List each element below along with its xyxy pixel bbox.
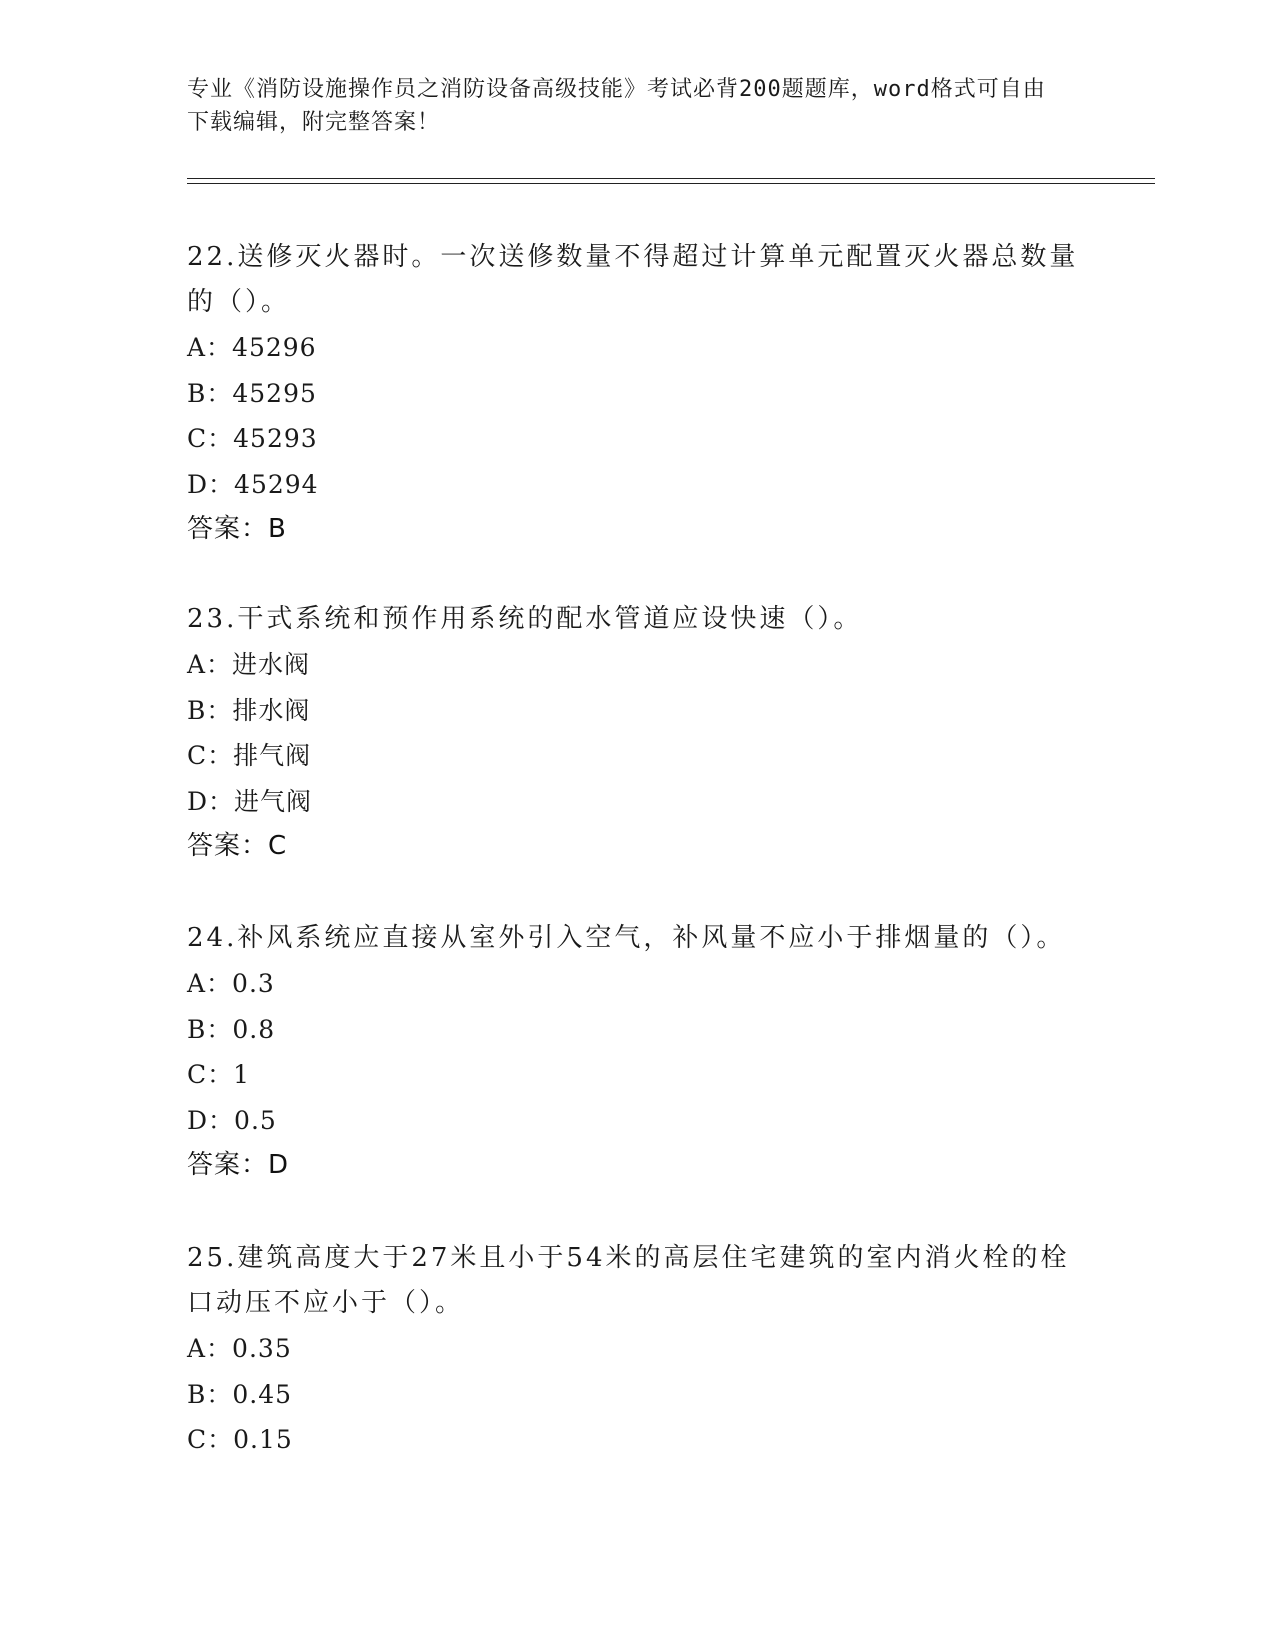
question-stem: 24.补风系统应直接从室外引入空气，补风量不应小于排烟量的（）。 xyxy=(187,923,1066,953)
header-divider-bottom xyxy=(187,183,1155,184)
option-c: C：排气阀 xyxy=(187,741,312,770)
option-d: D：进气阀 xyxy=(187,786,313,816)
option-b: B：排水阀 xyxy=(187,695,311,725)
option-c: C：45293 xyxy=(187,424,318,453)
question-stem: 22.送修灭火器时。一次送修数量不得超过计算单元配置灭火器总数量的（）。 xyxy=(187,242,1079,317)
option-list xyxy=(187,1326,1087,1463)
option-list xyxy=(187,325,1087,507)
answer-label: 答案：C xyxy=(187,831,288,861)
option-list xyxy=(187,961,1087,1143)
option-b: B：45295 xyxy=(187,378,317,408)
question-25 xyxy=(187,1236,1087,1463)
question-23 xyxy=(187,597,1087,869)
document-header: 专业《消防设施操作员之消防设备高级技能》考试必背200题题库，word格式可自由下载编辑，附完整答案！ xyxy=(187,77,1046,135)
option-a: A：0.35 xyxy=(187,1334,292,1363)
option-a: A：45296 xyxy=(187,333,317,362)
option-d: D：45294 xyxy=(187,469,319,499)
header-divider-top xyxy=(187,178,1155,179)
option-a: A：进水阀 xyxy=(187,650,311,679)
option-list xyxy=(187,642,1087,824)
question-22 xyxy=(187,235,1087,552)
option-c: C：1 xyxy=(187,1060,251,1089)
question-24 xyxy=(187,916,1087,1188)
answer-label: 答案：D xyxy=(187,1150,290,1180)
question-stem: 25.建筑高度大于27米且小于54米的高层住宅建筑的室内消火栓的栓口动压不应小于（）。 xyxy=(187,1243,1070,1318)
option-c: C：0.15 xyxy=(187,1425,293,1454)
question-stem: 23.干式系统和预作用系统的配水管道应设快速（）。 xyxy=(187,604,863,634)
answer-label: 答案：B xyxy=(187,514,287,544)
option-a: A：0.3 xyxy=(187,969,275,998)
option-d: D：0.5 xyxy=(187,1105,277,1135)
option-b: B：0.8 xyxy=(187,1014,276,1044)
option-b: B：0.45 xyxy=(187,1379,293,1409)
